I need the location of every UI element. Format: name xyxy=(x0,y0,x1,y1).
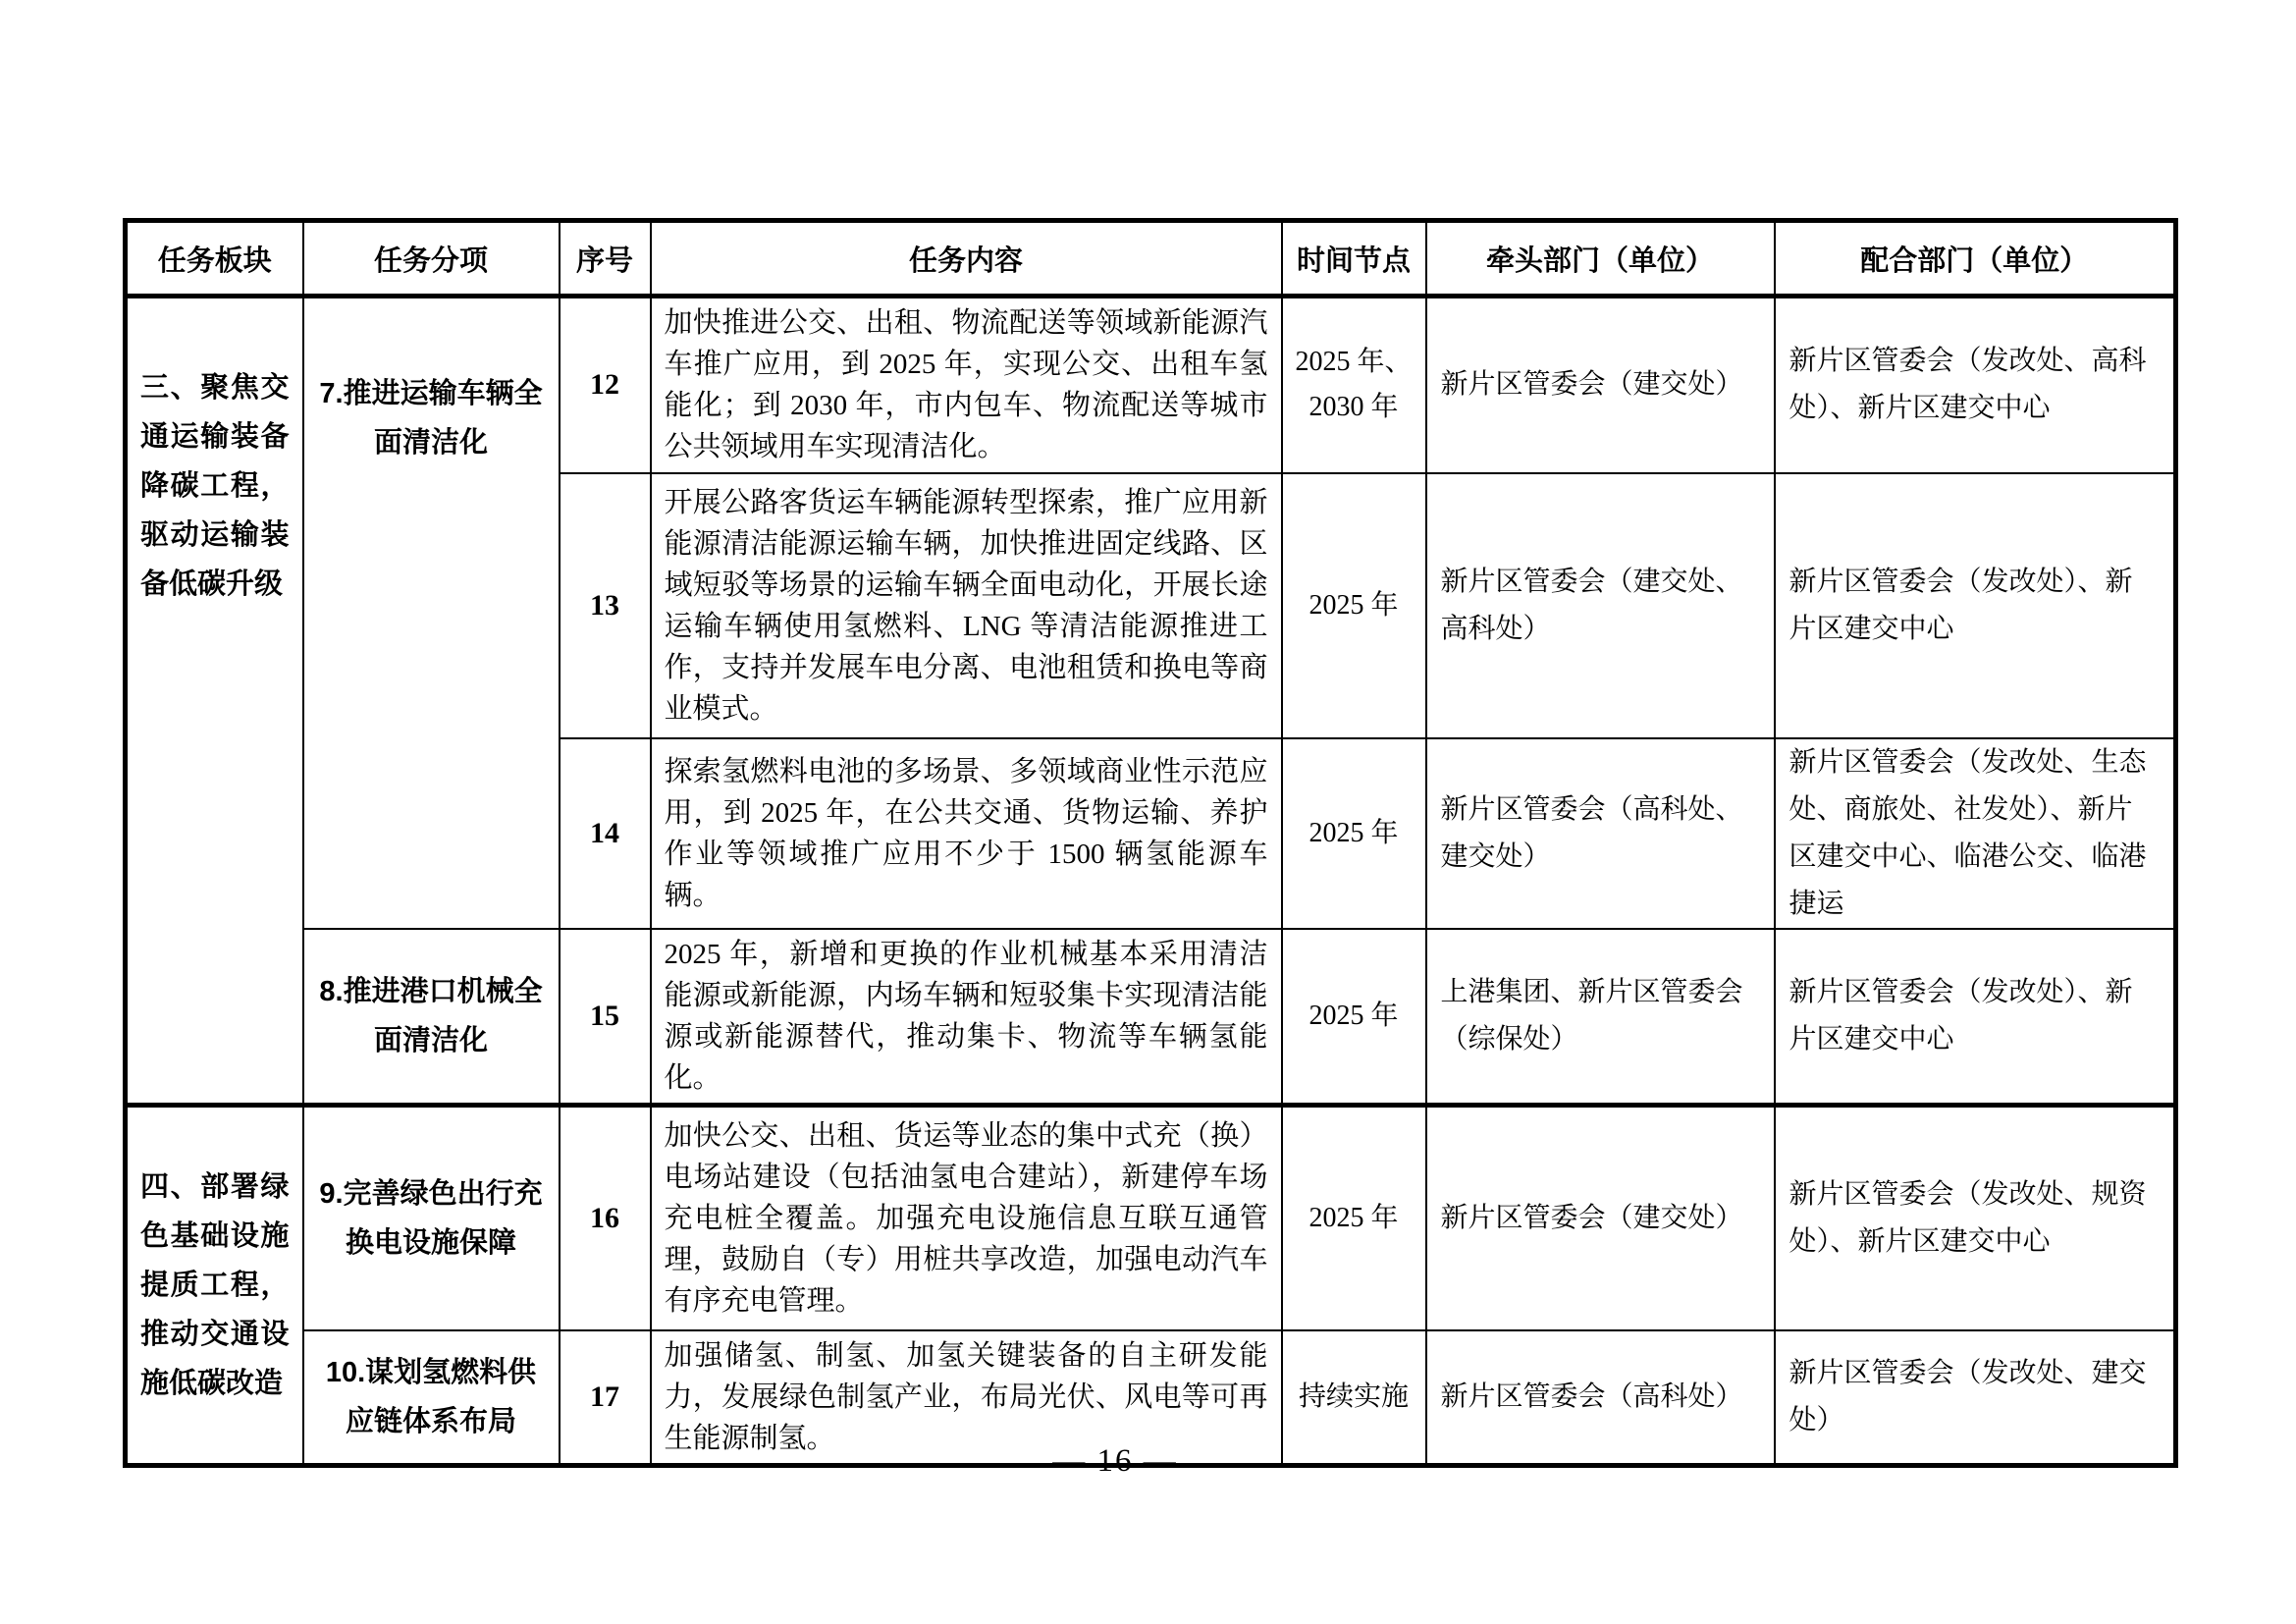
task-table xyxy=(123,218,2178,1468)
seq-no-17: 17 xyxy=(560,1330,651,1466)
table-row-12 xyxy=(126,297,2176,473)
lead-dept-12: 新片区管委会（建交处） xyxy=(1426,297,1775,473)
header-task-module: 任务板块 xyxy=(126,221,303,297)
coop-dept-12: 新片区管委会（发改处、高科处）、新片区建交中心 xyxy=(1775,297,2176,473)
task-content-17: 加强储氢、制氢、加氢关键装备的自主研发能力，发展绿色制氢产业，布局光伏、风电等可再生能源制氢。 xyxy=(651,1330,1282,1466)
header-lead-dept: 牵头部门（单位） xyxy=(1426,221,1775,297)
section-3-module-cell: 三、聚焦交通运输装备降碳工程，驱动运输装备低碳升级 xyxy=(126,297,303,1106)
seq-no-12: 12 xyxy=(560,297,651,473)
seq-no-16: 16 xyxy=(560,1105,651,1330)
task-content-15: 2025 年，新增和更换的作业机械基本采用清洁能源或新能源，内场车辆和短驳集卡实现清洁能源或新能源替代，推动集卡、物流等车辆氢能化。 xyxy=(651,929,1282,1106)
coop-dept-16: 新片区管委会（发改处、规资处）、新片区建交中心 xyxy=(1775,1105,2176,1330)
task-content-13: 开展公路客货运车辆能源转型探索，推广应用新能源清洁能源运输车辆，加快推进固定线路、区域短驳等场景的运输车辆全面电动化，开展长途运输车辆使用氢燃料、LNG 等清洁能源推进工作，支持并发展车电分离、电池租赁和换电等商业模式。 xyxy=(651,473,1282,738)
seq-no-15: 15 xyxy=(560,929,651,1106)
subtask-8-cell: 8.推进港口机械全面清洁化 xyxy=(303,929,560,1106)
table-row-15 xyxy=(126,929,2176,1106)
table-header-row xyxy=(126,221,2176,297)
subtask-7-cell: 7.推进运输车辆全面清洁化 xyxy=(303,297,560,929)
header-task-content: 任务内容 xyxy=(651,221,1282,297)
time-node-12: 2025 年、2030 年 xyxy=(1282,297,1426,473)
table-row-16 xyxy=(126,1105,2176,1330)
time-node-14: 2025 年 xyxy=(1282,738,1426,929)
lead-dept-17: 新片区管委会（高科处） xyxy=(1426,1330,1775,1466)
seq-no-13: 13 xyxy=(560,473,651,738)
header-coop-dept: 配合部门（单位） xyxy=(1775,221,2176,297)
lead-dept-16: 新片区管委会（建交处） xyxy=(1426,1105,1775,1330)
header-seq-no: 序号 xyxy=(560,221,651,297)
time-node-13: 2025 年 xyxy=(1282,473,1426,738)
coop-dept-13: 新片区管委会（发改处）、新片区建交中心 xyxy=(1775,473,2176,738)
task-content-16: 加快公交、出租、货运等业态的集中式充（换）电场站建设（包括油氢电合建站），新建停车场充电桩全覆盖。加强充电设施信息互联互通管理，鼓励自（专）用桩共享改造，加强电动汽车有序充电管理。 xyxy=(651,1105,1282,1330)
task-content-12: 加快推进公交、出租、物流配送等领域新能源汽车推广应用，到 2025 年，实现公交、出租车氢能化；到 2030 年，市内包车、物流配送等城市公共领域用车实现清洁化。 xyxy=(651,297,1282,473)
coop-dept-15: 新片区管委会（发改处）、新片区建交中心 xyxy=(1775,929,2176,1106)
header-task-subitem: 任务分项 xyxy=(303,221,560,297)
task-content-14: 探索氢燃料电池的多场景、多领域商业性示范应用，到 2025 年，在公共交通、货物运输、养护作业等领域推广应用不少于 1500 辆氢能源车辆。 xyxy=(651,738,1282,929)
page-number: — 16 — xyxy=(1052,1443,1178,1479)
coop-dept-17: 新片区管委会（发改处、建交处） xyxy=(1775,1330,2176,1466)
header-time-node: 时间节点 xyxy=(1282,221,1426,297)
lead-dept-13: 新片区管委会（建交处、高科处） xyxy=(1426,473,1775,738)
subtask-9-cell: 9.完善绿色出行充换电设施保障 xyxy=(303,1105,560,1330)
time-node-15: 2025 年 xyxy=(1282,929,1426,1106)
lead-dept-14: 新片区管委会（高科处、建交处） xyxy=(1426,738,1775,929)
coop-dept-14: 新片区管委会（发改处、生态处、商旅处、社发处）、新片区建交中心、临港公交、临港捷运 xyxy=(1775,738,2176,929)
seq-no-14: 14 xyxy=(560,738,651,929)
subtask-10-cell: 10.谋划氢燃料供应链体系布局 xyxy=(303,1330,560,1466)
time-node-17: 持续实施 xyxy=(1282,1330,1426,1466)
lead-dept-15: 上港集团、新片区管委会（综保处） xyxy=(1426,929,1775,1106)
section-4-module-cell: 四、部署绿色基础设施提质工程，推动交通设施低碳改造 xyxy=(126,1105,303,1466)
time-node-16: 2025 年 xyxy=(1282,1105,1426,1330)
